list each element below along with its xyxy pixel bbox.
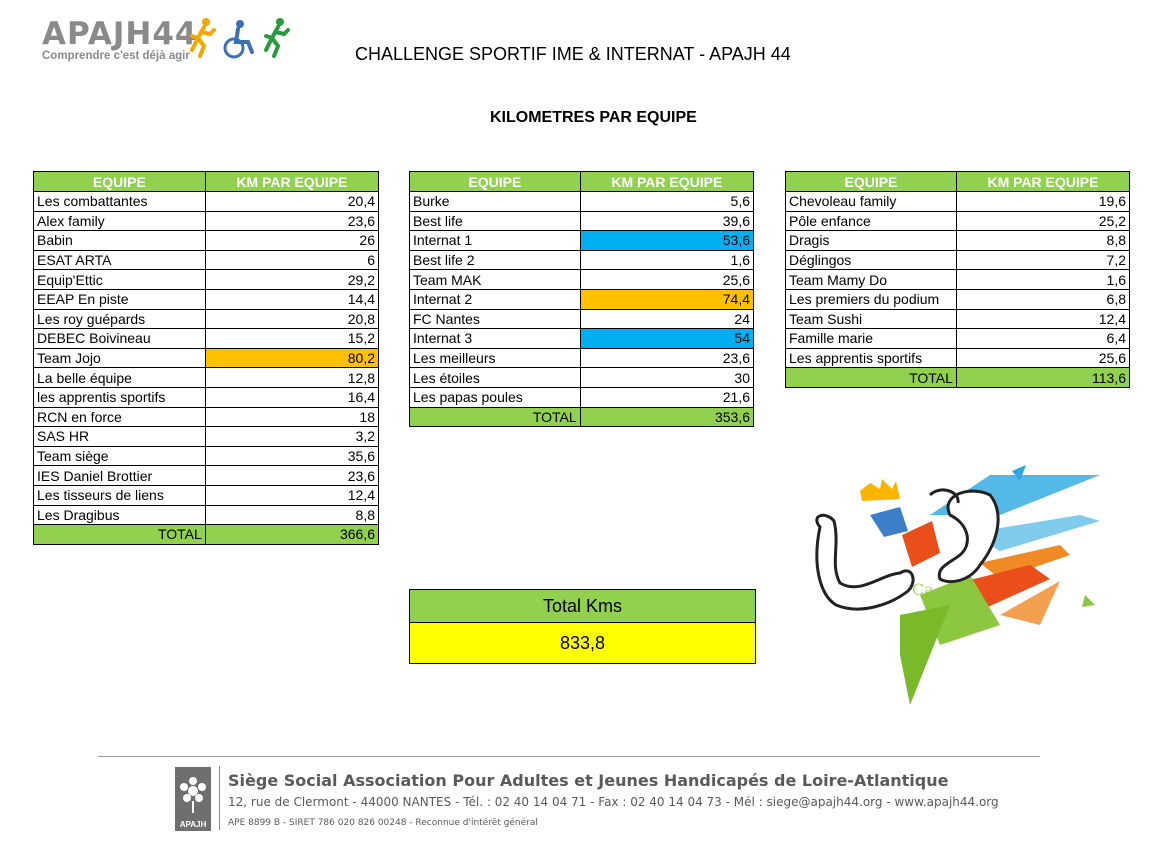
footer-logo-text: APAJH [179,820,207,829]
km-value-cell: 25,2 [956,211,1129,231]
km-value-cell: 35,6 [205,446,378,466]
table-row [410,368,754,388]
km-value-cell: 23,6 [205,466,378,486]
total-row [34,525,379,545]
km-value-cell: 6,8 [956,289,1129,309]
km-value-cell: 26 [205,231,378,251]
km-value-cell: 18 [205,407,378,427]
team-name-cell: Les meilleurs [410,348,581,368]
table-row [34,368,379,388]
km-value-cell: 30 [580,368,753,388]
team-name-cell: Babin [34,231,206,251]
teams-table-3 [785,171,1130,388]
km-value-cell: 19,6 [956,192,1129,212]
km-value-cell: 54 [580,329,753,349]
footer-divider [98,756,1040,757]
table-row [786,211,1130,231]
team-name-cell: Team siège [34,446,206,466]
total-row [410,407,754,427]
table-row [410,250,754,270]
km-value-cell: 23,6 [580,348,753,368]
table-row [410,387,754,407]
team-name-cell: Les tisseurs de liens [34,485,206,505]
team-name-cell: Dragis [786,231,957,251]
apajh-flower-logo [175,767,211,831]
total-label: TOTAL [410,407,581,427]
svg-text:Ca: Ca [912,580,934,599]
table-row [34,309,379,329]
team-name-cell: Team Mamy Do [786,270,957,290]
team-name-cell: Internat 1 [410,231,581,251]
km-value-cell: 20,8 [205,309,378,329]
table-row [786,289,1130,309]
km-value-cell: 1,6 [580,250,753,270]
grand-total-value: 833,8 [410,623,755,663]
apajh44-logo [40,16,290,76]
table-row [34,348,379,368]
logo-text: APAJH44 [42,16,198,52]
km-value-cell: 3,2 [205,427,378,447]
table-row [410,329,754,349]
total-value: 113,6 [956,368,1129,388]
table-row [34,270,379,290]
team-name-cell: EEAP En piste [34,289,206,309]
column-header-team: EQUIPE [410,172,581,192]
table-row [786,231,1130,251]
table-row [34,289,379,309]
team-name-cell: les apprentis sportifs [34,387,206,407]
team-name-cell: Alex family [34,211,206,231]
column-header-km: KM PAR EQUIPE [580,172,753,192]
team-name-cell: Déglingos [786,250,957,270]
team-name-cell: Best life 2 [410,250,581,270]
km-value-cell: 39,6 [580,211,753,231]
table-row [410,289,754,309]
team-name-cell: DEBEC Boivineau [34,329,206,349]
team-name-cell: Team Jojo [34,348,206,368]
sport-pictograms-icon [190,16,320,60]
footer-organization: Siège Social Association Pour Adultes et Jeunes Handicapés de Loire-Atlantique [228,771,949,790]
km-value-cell: 20,4 [205,192,378,212]
km-value-cell: 25,6 [580,270,753,290]
team-name-cell: SAS HR [34,427,206,447]
table-row [786,270,1130,290]
km-value-cell: 6 [205,250,378,270]
km-value-cell: 25,6 [956,348,1129,368]
team-name-cell: Les papas poules [410,387,581,407]
table-row [34,192,379,212]
total-label: TOTAL [786,368,957,388]
team-name-cell: Pôle enfance [786,211,957,231]
km-value-cell: 14,4 [205,289,378,309]
table-row [410,270,754,290]
footer-contact: 12, rue de Clermont - 44000 NANTES - Tél. : 02 40 14 04 71 - Fax : 02 40 14 04 73 - Mél : siege@apajh44.org - www.apajh44.org [228,795,999,809]
km-value-cell: 8,8 [205,505,378,525]
table-row [34,505,379,525]
section-title: KILOMETRES PAR EQUIPE [490,109,697,126]
team-name-cell: Les combattantes [34,192,206,212]
table-row [34,427,379,447]
table-row [34,231,379,251]
km-value-cell: 7,2 [956,250,1129,270]
total-row [786,368,1130,388]
table-row [34,485,379,505]
km-value-cell: 80,2 [205,348,378,368]
total-value: 353,6 [580,407,753,427]
km-value-cell: 5,6 [580,192,753,212]
table-row [786,329,1130,349]
table-row [410,348,754,368]
team-name-cell: ESAT ARTA [34,250,206,270]
team-name-cell: Internat 2 [410,289,581,309]
km-value-cell: 16,4 [205,387,378,407]
column-header-km: KM PAR EQUIPE [956,172,1129,192]
team-name-cell: Famille marie [786,329,957,349]
table-row [410,231,754,251]
km-value-cell: 24 [580,309,753,329]
km-value-cell: 74,4 [580,289,753,309]
team-name-cell: FC Nantes [410,309,581,329]
teams-table-1 [33,171,379,545]
strong-arm-illustration [800,455,1120,715]
team-name-cell: Les Dragibus [34,505,206,525]
team-name-cell: Best life [410,211,581,231]
table-row [34,387,379,407]
km-value-cell: 29,2 [205,270,378,290]
km-value-cell: 6,4 [956,329,1129,349]
column-header-team: EQUIPE [786,172,957,192]
table-row [34,250,379,270]
table-row [34,407,379,427]
table-row [410,211,754,231]
table-row [34,329,379,349]
table-row [786,309,1130,329]
team-name-cell: Les premiers du podium [786,289,957,309]
grand-total-box [409,589,756,664]
km-value-cell: 53,6 [580,231,753,251]
table-row [786,250,1130,270]
column-header-team: EQUIPE [34,172,206,192]
footer-registration: APE 8899 B - SIRET 786 020 826 00248 - Reconnue d'intérêt général [228,818,538,828]
team-name-cell: Chevoleau family [786,192,957,212]
km-value-cell: 23,6 [205,211,378,231]
team-name-cell: Les étoiles [410,368,581,388]
km-value-cell: 15,2 [205,329,378,349]
table-row [410,192,754,212]
table-row [34,446,379,466]
km-value-cell: 1,6 [956,270,1129,290]
team-name-cell: IES Daniel Brottier [34,466,206,486]
team-name-cell: Team MAK [410,270,581,290]
km-value-cell: 12,4 [956,309,1129,329]
logo-tagline: Comprendre c'est déjà agir [42,50,190,62]
team-name-cell: Les apprentis sportifs [786,348,957,368]
footer-separator [219,766,220,830]
team-name-cell: Equip'Ettic [34,270,206,290]
table-row [786,192,1130,212]
table-row [786,348,1130,368]
km-value-cell: 12,8 [205,368,378,388]
team-name-cell: Burke [410,192,581,212]
page-title: CHALLENGE SPORTIF IME & INTERNAT - APAJH 44 [355,44,791,64]
total-value: 366,6 [205,525,378,545]
table-row [34,466,379,486]
team-name-cell: RCN en force [34,407,206,427]
team-name-cell: La belle équipe [34,368,206,388]
team-name-cell: Internat 3 [410,329,581,349]
km-value-cell: 21,6 [580,387,753,407]
total-label: TOTAL [34,525,206,545]
team-name-cell: Les roy guépards [34,309,206,329]
grand-total-label: Total Kms [410,590,755,623]
team-name-cell: Team Sushi [786,309,957,329]
column-header-km: KM PAR EQUIPE [205,172,378,192]
teams-table-2 [409,171,754,427]
table-row [410,309,754,329]
km-value-cell: 12,4 [205,485,378,505]
km-value-cell: 8,8 [956,231,1129,251]
table-row [34,211,379,231]
